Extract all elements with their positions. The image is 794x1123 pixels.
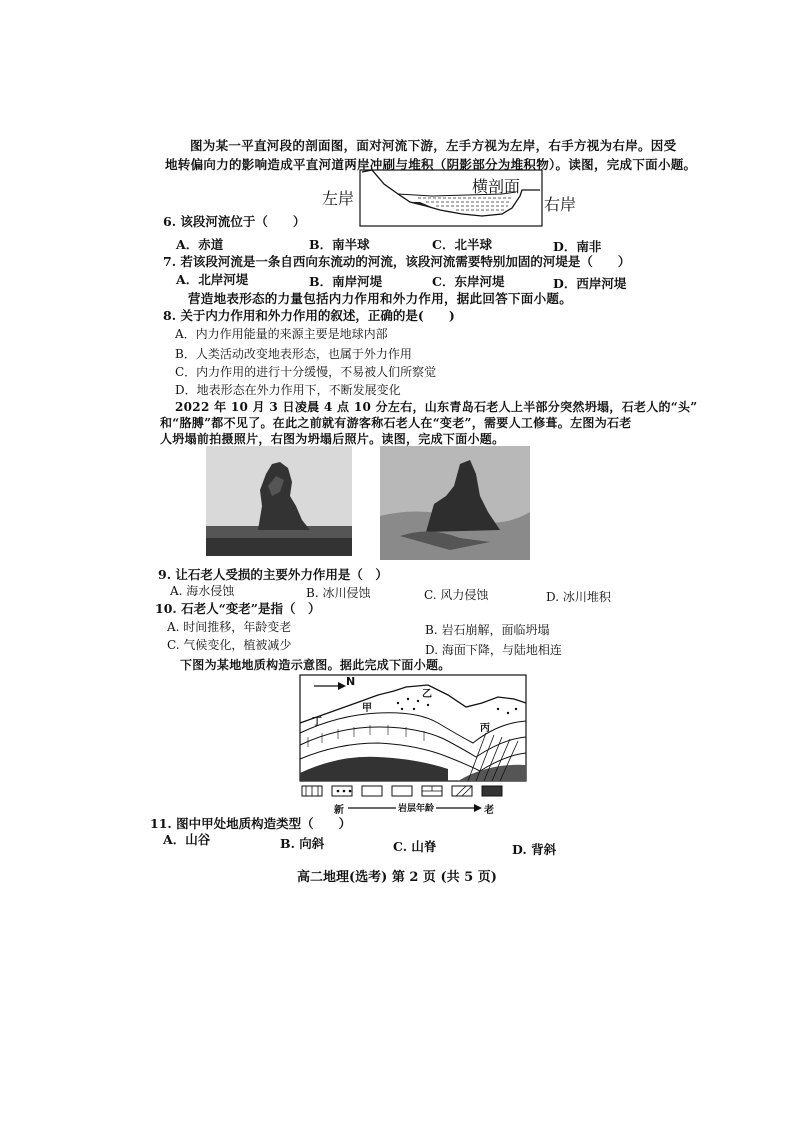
intro-line: 和“胳膊”都不见了。在此之前就有游客称石老人在“变老”，需要人工修葺。左图为石老 xyxy=(160,416,632,430)
page-footer: 高二地理(选考) 第 2 页 (共 5 页) xyxy=(297,870,497,885)
q10-option-d[interactable]: D. 海面下降，与陆地相连 xyxy=(425,643,562,657)
question-8-stem: 8. 关于内力作用和外力作用的叙述，正确的是( ) xyxy=(163,308,455,323)
intro-line: 图为某一平直河段的剖面图，面对河流下游，左手方视为左岸，右手方视为右岸。因受 xyxy=(190,138,677,153)
q7-option-d[interactable]: D．西岸河堤 xyxy=(553,276,627,291)
intro-line: 地转偏向力的影响造成平直河道两岸冲刷与堆积（阴影部分为堆积物）。读图，完成下面小题。 xyxy=(165,157,697,172)
label-yi: 乙 xyxy=(422,689,432,700)
q11-option-c[interactable]: C. 山脊 xyxy=(393,839,437,854)
question-11-stem: 11. 图中甲处地质构造类型（ ） xyxy=(150,816,352,831)
legend-age-label: 岩层年龄 xyxy=(396,801,436,814)
cross-section-label: 横剖面 xyxy=(472,177,521,196)
question-9-stem: 9. 让石老人受损的主要外力作用是（ ） xyxy=(158,567,388,582)
q8-option-b[interactable]: B．人类活动改变地表形态，也属于外力作用 xyxy=(175,347,412,361)
intro-line: 2022 年 10 月 3 日凌晨 4 点 10 分左右，山东青岛石老人上半部分突然坍塌，石老人的“头” xyxy=(175,400,698,414)
legend-new-label: 新 xyxy=(334,805,344,816)
q8-option-c[interactable]: C．内力作用的进行十分缓慢，不易被人们所察觉 xyxy=(175,365,437,379)
label-bing: 丙 xyxy=(480,723,490,734)
q7-option-b[interactable]: B．南岸河堤 xyxy=(309,274,383,289)
geological-structure-figure xyxy=(298,673,530,815)
q10-option-b[interactable]: B. 岩石崩解，面临坍塌 xyxy=(425,623,550,637)
question-7-stem: 7. 若该段河流是一条自西向东流动的河流，该段河流需要特别加固的河堤是（ ） xyxy=(163,254,631,269)
intro-line: 下图为某地地质构造示意图。据此完成下面小题。 xyxy=(180,658,451,672)
q8-option-d[interactable]: D．地表形态在外力作用下，不断发展变化 xyxy=(175,383,401,397)
question-10-stem: 10. 石老人“变老”是指（ ） xyxy=(155,601,321,616)
photo-after-collapse xyxy=(380,446,530,560)
river-cross-section-figure xyxy=(322,168,582,228)
q6-option-a[interactable]: A．赤道 xyxy=(176,237,224,252)
q9-option-a[interactable]: A. 海水侵蚀 xyxy=(170,584,235,598)
right-bank-label: 右岸 xyxy=(544,195,577,214)
photo-before-collapse xyxy=(206,446,352,556)
q10-option-c[interactable]: C. 气候变化，植被减少 xyxy=(167,638,292,652)
q8-option-a[interactable]: A．内力作用能量的来源主要是地球内部 xyxy=(175,327,388,341)
intro-line: 人坍塌前拍摄照片，右图为坍塌后照片。读图，完成下面小题。 xyxy=(160,432,505,446)
q10-option-a[interactable]: A. 时间推移，年龄变老 xyxy=(167,620,292,634)
q11-option-a[interactable]: A．山谷 xyxy=(163,832,211,847)
legend-old-label: 老 xyxy=(484,805,494,816)
q11-option-b[interactable]: B. 向斜 xyxy=(280,836,325,851)
q9-option-c[interactable]: C. 风力侵蚀 xyxy=(424,588,489,602)
q6-option-b[interactable]: B．南半球 xyxy=(309,237,370,252)
question-6-stem: 6. 该段河流位于（ ） xyxy=(163,214,306,229)
q9-option-d[interactable]: D. 冰川堆积 xyxy=(546,590,611,604)
q6-option-d[interactable]: D．南非 xyxy=(553,239,602,254)
intro-line: 营造地表形态的力量包括内力作用和外力作用，据此回答下面小题。 xyxy=(188,291,573,306)
label-ding: 丁 xyxy=(312,717,322,728)
q7-option-a[interactable]: A．北岸河堤 xyxy=(176,272,249,287)
label-jia: 甲 xyxy=(362,703,372,714)
north-label: N xyxy=(346,675,356,688)
q6-option-c[interactable]: C．北半球 xyxy=(432,237,492,252)
q9-option-b[interactable]: B. 冰川侵蚀 xyxy=(306,586,371,600)
q7-option-c[interactable]: C．东岸河堤 xyxy=(432,274,505,289)
q11-option-d[interactable]: D. 背斜 xyxy=(512,842,557,857)
left-bank-label: 左岸 xyxy=(322,189,355,208)
